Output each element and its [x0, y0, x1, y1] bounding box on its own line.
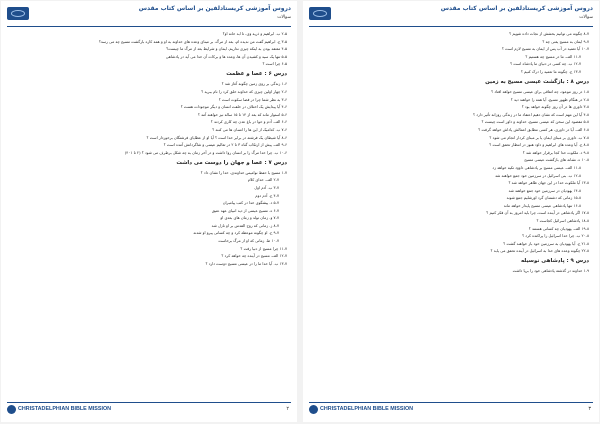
question-line: ۱۸-۸ پادشاهی اسرائیل کجاست ؟ [536, 218, 589, 224]
page-number: ۲ [286, 406, 289, 412]
question-line: ۱۰-۸ ه. نشانه های بازگشت عیسی مسیح [524, 157, 589, 163]
page-left [1, 1, 297, 422]
question-line: ۵-۷ د. پیشگوی خدا در کتب پیامبران [222, 200, 279, 206]
question-line: ۲-۵ ب. ابراهیم و ذریه وی، تا ابد خانه او؟ [222, 31, 287, 36]
page-footer [309, 402, 593, 416]
question-line: ۸-۷ ز. زمانی که روح القدس بر او نازل شد [211, 222, 279, 228]
page-header [7, 5, 291, 25]
question-line: ۵-۵ تنها یک سید و کشیدن آن ها، وعده ها و برکات آن خدا می آید در پادشاهی [165, 53, 287, 59]
question-line: ۱۰-۷ ط. زمانی که او از مرگ برخاست [218, 238, 279, 244]
header-subtitle: سوالات [579, 15, 593, 20]
footer-divider [7, 402, 291, 403]
question-line: ۳-۸ داوری ها در آن روز چگونه خواهد بود ؟ [521, 104, 589, 110]
question-line: ۹-۷ ح. او چگونه موعظه کرد و چه کسانی پیرو او شدند [193, 230, 279, 236]
question-line: ۸-۸ ج. آیا وعده های ابراهیم و داود هنوز در انتظار تحقق است ؟ [489, 142, 589, 148]
footer-mission-name: CHRISTADELPHIAN BIBLE MISSION [320, 406, 414, 412]
page-body [313, 31, 589, 396]
question-line: ۱۳-۷ ج. چگونه ما تعمید را درک کنیم ؟ [520, 68, 581, 74]
question-line: ۱۷-۸ اگر پادشاهی در آینده است، چرا باید امروز به آن فکر کنیم ؟ [486, 210, 589, 216]
question-line: ۳-۶ به نظر شما چرا در فضا سکوت است ؟ [218, 96, 287, 102]
page-right [303, 1, 599, 422]
header-divider [309, 26, 593, 27]
question-line: ۲-۶ چهار اولین چیزی که خداوند خلق کرد را نام ببرید ؟ [201, 88, 287, 94]
mission-logo-icon [309, 7, 331, 20]
question-line: ۱-۷ مسیح با حفظ نوامیس خداوندی، خدا را نشان داد ؟ [200, 169, 287, 175]
question-line: ۶-۸ الف. آیا در داوری، هر کسی مطابق اعمالش پاداش خواهد گرفت ؟ [478, 126, 589, 132]
question-line: ۱۲-۸ ب. بنی اسرائیل در سرزمین خود جمع خواهند شد [495, 172, 581, 178]
question-line: ۱۶-۸ تنها پادشاهی عیسی مسیح پایدار خواهد ماند [503, 202, 581, 208]
page-footer [7, 402, 291, 416]
header-title: دروس آموزشی کریستادلفین بر اساس کتاب مقدس [138, 5, 291, 12]
footer-divider [309, 402, 593, 403]
header-divider [7, 26, 291, 27]
footer-logo-icon [7, 405, 16, 414]
question-line: ۶-۵ چرا است ؟ [262, 61, 287, 67]
question-line: ۵-۸ مقصود این سخن که عیسی مسیح، خداوند و داور است چیست ؟ [481, 119, 589, 125]
mission-logo-icon [7, 7, 29, 20]
question-line: ۸-۷ چگونه می توانیم بخشش از نجات داده شویم ؟ [509, 31, 589, 36]
question-line: ۱۳-۸ آیا ملکوت خدا در این جهان ظاهر خواهد شد ؟ [508, 180, 589, 186]
footer-logo-icon [309, 405, 318, 414]
question-line: ۲۲-۸ چگونه وعده های خدا به اسرائیل در آینده تحقق می یابد ؟ [490, 248, 589, 254]
question-line: ۱۰-۶ ب. چرا خدا مرگ را بر انسان روا داشت و در آخر زمان به چه شکل برطرف می شود ؟ (۲ تا ۴۰۱) [124, 149, 287, 155]
question-line: ۱۰-۷ آیا تعمید در آب پس از ایمان به مسیح لازم است ؟ [501, 46, 589, 52]
question-line: ۲-۷ الف. خدای کلام [247, 177, 279, 183]
page-header [309, 5, 593, 25]
question-line: ۶-۷ ه. مسیح عیسی از دید انبیای عهد عتیق [211, 207, 279, 213]
question-line: ۱۱-۷ چرا مسیح از دنیا رفت ؟ [240, 245, 287, 251]
page-number: ۳ [588, 406, 591, 412]
question-line: ۳-۷ ب. آدم اول [254, 184, 279, 190]
question-line: ۱۵-۸ زمانی که دشمنان گرد اورشلیم جمع شوند [506, 195, 581, 201]
question-line: ۲۰-۸ ب. چرا خدا اسرائیل را پراکنده کرد ؟ [522, 233, 589, 239]
question-line: ۱۱-۷ الف. ما در مسیح چه هستیم ؟ [525, 53, 581, 59]
question-line: ۲-۸ در هنگام ظهور مسیح، آیا همه را خواهند دید ؟ [510, 96, 589, 102]
question-line: ۴-۶ آیا پیدایش یک اختلاف در خلقت انسان و دیگر موجودات هست ؟ [180, 104, 287, 110]
question-line: ۲۱-۸ ج. آیا یهودیان به سرزمین خود باز خواهند گشت ؟ [503, 240, 589, 246]
question-line: ۱-۸ در روز موعود، چه اتفاقی برای عیسی مسیح خواهد افتاد ؟ [491, 88, 589, 94]
page-body [11, 31, 287, 396]
question-line: ۱۳-۷ ب. آیا خدا ما را در عیسی مسیح دوست دارد ؟ [205, 260, 287, 266]
question-line: ۱۱-۸ الف. عیسی مسیح بر پادشاهی داوود تکیه خواهد زد [492, 164, 581, 170]
footer-mission-name: CHRISTADELPHIAN BIBLE MISSION [18, 406, 112, 412]
question-line: ۱۴-۸ یهودیان در سرزمین خود جمع خواهند شد [508, 187, 581, 193]
question-line: ۳-۵ ج. ابراهیم گفت من ندیده ام، بعد از مرگ، بر مبنای وعده های خداوند به او و همه کاره بارگشت مسیح چه می رسد؟ [98, 38, 287, 44]
lesson-heading: درس ۹ : پادشاهی نوسیله [521, 258, 589, 265]
question-line: ۸-۶ آیا شیطان یک فرشته در برابر خدا است ؟ آیا او از عطایای فرشتگان برخوردار است ؟ [146, 134, 287, 140]
question-line: ۱۹-۸ الف. یهودیان چه کسانی هستند ؟ [528, 225, 589, 231]
question-line: ۱۲-۷ الف. مسیح در آینده چه خواهد کرد ؟ [221, 253, 287, 259]
question-line: ۴-۷ ج. آدم دوم [255, 192, 279, 198]
question-line: ۷-۸ ب. داوری بر مبنای ایمان یا بر مبنای کردار انجام می شود ؟ [489, 134, 589, 140]
question-line: ۱-۶ زندگی بر روی زمین چگونه آغاز شد ؟ [221, 81, 287, 87]
question-line: ۱۲-۷ ب. چه کسی در دنیای ما پادشاه است ؟ [510, 61, 581, 67]
question-line: ۴-۸ آیا این مهم است که نشان دهیم اعتقاد ما در زندگی روزانه تأثیر دارد ؟ [473, 111, 589, 117]
question-line: ۹-۷ ایمان به مسیح یعنی چه ؟ [542, 38, 589, 44]
lesson-heading: درس ۶ : عصا و عظمت [226, 71, 287, 78]
question-line: ۷-۷ و. زمان تولد و زمان های بعدی او [220, 215, 279, 221]
header-title: دروس آموزشی کریستادلفین بر اساس کتاب مقدس [440, 5, 593, 12]
question-line: ۴-۵ معتقد بودن به اینکه چیزی نداریم، ایمان و شرایط بعد از مرگ ما چیست؟ [166, 46, 287, 52]
question-line: ۹-۶ الف. پیش از ارتکاب گناه ۳ تا ۲ در تعالیم عیسی و شاگردانش آمده است ؟ [163, 142, 287, 148]
question-line: ۶-۶ الف. آدم و حوا در باغ عدن چه کاری کردند ؟ [210, 119, 287, 125]
header-subtitle: سوالات [277, 15, 291, 20]
question-line: ۵-۶ استوار ماند که بعد از ۱۴ تا ۱۵ ساله نیز خواهند آمد ؟ [197, 111, 287, 117]
question-line: ۹-۸ د. ملکوت خدا کجا برقرار خواهد شد ؟ [522, 149, 589, 155]
question-line: ۱-۹ خداوند در گذشته پادشاهی خود را برپا داشت [512, 268, 589, 274]
lesson-heading: درس ۸ : بازگشت عیسی مسیح به زمین [485, 78, 589, 85]
question-line: ۷-۶ ب. کدامیک از این ها را انسان ها می کنند ؟ [212, 126, 287, 132]
lesson-heading: درس ۷ : عصا و جهان را دوست می داشت [176, 159, 287, 166]
